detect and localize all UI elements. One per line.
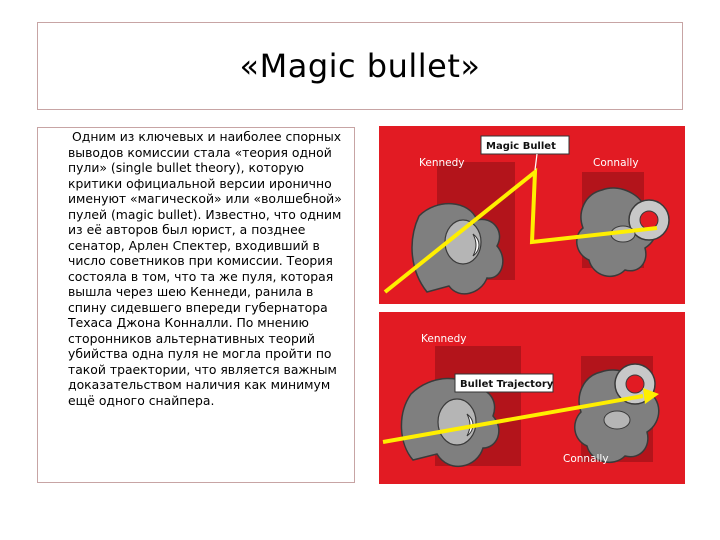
- bullet-trajectory-callout: Bullet Trajectory: [460, 379, 554, 390]
- body-paragraph: Одним из ключевых и наиболее спорных выводов комиссии стала «теория одной пули» (single bullet theory), которую критики официальной версии иронично именуют «магической» или «волшебной» пулей (magic bullet). Известно, что одним из её авторов был юрист, а позднее сенатор, Арлен Спектер, входивший в число советников при комиссии. Теория состояла в том, что та же пуля, которая вышла через шею Кеннеди, ранила в спину сидевшего впереди губернатора Техаса Джона Конналли. По мнению сторонников альтернативных теорий убийства одна пуля не могла пройти по такой траектории, что является важным доказательством наличия как минимум ещё одного снайпера.: [68, 129, 342, 408]
- trajectory-illustration: [377, 124, 687, 487]
- slide-title: «Magic bullet»: [239, 47, 481, 85]
- connally-arm-bottom: [604, 411, 630, 429]
- kennedy-label-bottom: Kennedy: [421, 333, 467, 345]
- connally-label-top: Connally: [593, 157, 639, 169]
- magic-bullet-panel: [379, 126, 685, 304]
- magic-bullet-callout: Magic Bullet: [486, 141, 556, 152]
- title-box: [37, 22, 683, 110]
- kennedy-label-top: Kennedy: [419, 157, 465, 169]
- bullet-trajectory-figure: [377, 124, 687, 487]
- bullet-trajectory-panel: [379, 312, 685, 484]
- body-text-box: [37, 127, 355, 483]
- connally-hat-center-bottom: [626, 375, 644, 393]
- connally-label-bottom: Connally: [563, 453, 609, 465]
